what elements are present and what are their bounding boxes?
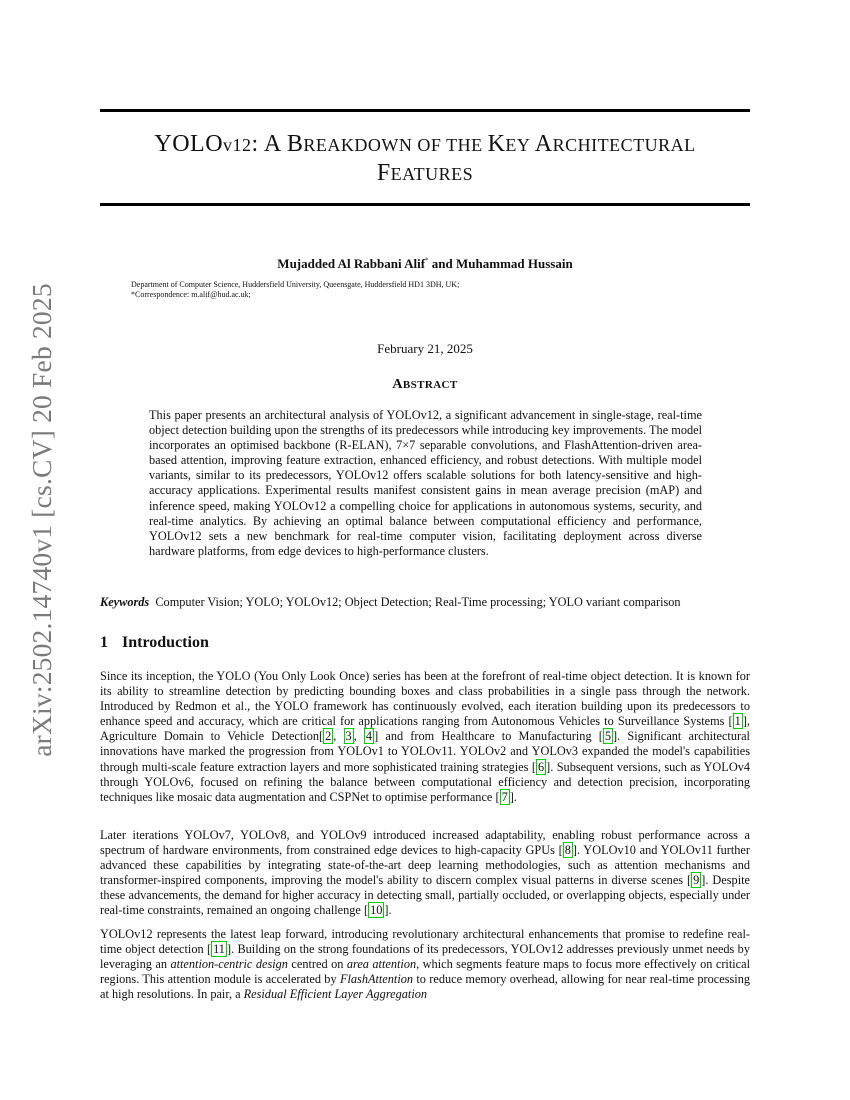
keywords-label: Keywords xyxy=(100,595,150,609)
intro-paragraph-3: YOLOv12 represents the latest leap forward, introducing revolutionary architectural enhancements that promise to redefine real-time object detection [ 11 ]. Building on the strong foundations of its predecessors, YOLOv12 addresses previously unmet needs by leveraging an attention-centric design centred on area attention, which segments feature maps to focus more effectively on critical regions. This attention module is accelerated by FlashAttention to reduce memory overhead, allowing for near real-time processing at high resolutions. In pair, a Residual Efficient Layer Aggregation xyxy=(100,927,750,1002)
title-bottom-rule xyxy=(100,203,750,206)
citation-link[interactable]: 3 xyxy=(345,729,352,744)
intro-paragraph-2: Later iterations YOLOv7, YOLOv8, and YOLOv9 introduced increased adaptability, enabling robust performance across a spectrum of hardware environments, from constrained edge devices to high-capacity GPUs [ 8 ]. YOLOv10 and YOLOv11 further advanced these capabilities by integrating state-of-the-art deep learning methodologies, such as attention mechanisms and transformer-inspired components, improving the model's ability to discern complex visual patterns in diverse scenes [ 9 ]. Despite these advancements, the demand for higher accuracy in detecting small, partially occluded, or overlapping objects, especially under real-time constraints, remained an ongoing challenge [ 10 ]. xyxy=(100,828,750,918)
citation-link[interactable]: 1 xyxy=(734,714,741,729)
citation-link[interactable]: 7 xyxy=(501,789,508,804)
arxiv-sidebar-stamp xyxy=(22,283,62,757)
paper-date: February 21, 2025 xyxy=(377,341,473,356)
citation-link[interactable]: 4 xyxy=(365,729,373,744)
abstract-heading: ABSTRACT xyxy=(392,377,458,392)
paper-title: YOLOv12: A BREAKDOWN OF THE KEY ARCHITECTURAL FEATURES xyxy=(154,131,696,186)
citation-link[interactable]: 9 xyxy=(693,873,700,888)
citation-link[interactable]: 10 xyxy=(370,903,383,918)
arxiv-id: arXiv:2502.14740v1 [cs.CV] 20 Feb 2025 xyxy=(26,283,57,757)
title-top-rule xyxy=(100,109,750,112)
citation-link[interactable]: 8 xyxy=(564,843,571,858)
abstract-text: This paper presents an architectural analysis of YOLOv12, a significant advancement in single-stage, real-time object detection building upon the strengths of its predecessors while introducing key improvements. The model incorporates an optimised backbone (R-ELAN), 7×7 separable convolutions, and FlashAttention-driven area-based attention, improving feature extraction, enhanced efficiency, and robust detections. With multiple model variants, similar to its predecessors, YOLOv12 offers scalable solutions for both latency-sensitive and high-accuracy applications. Experimental results manifest consistent gains in mean average precision (mAP) and inference speed, making YOLOv12 a compelling choice for applications in autonomous systems, security, and real-time analytics. By achieving an optimal balance between computational efficiency and performance, YOLOv12 sets a new benchmark for real-time computer vision, facilitating deployment across diverse hardware platforms, from edge devices to high-performance clusters. xyxy=(149,408,702,558)
citation-link[interactable]: 2 xyxy=(325,729,332,744)
keywords-text: Computer Vision; YOLO; YOLOv12; Object Detection; Real-Time processing; YOLO variant comparison xyxy=(155,595,681,609)
citation-link[interactable]: 6 xyxy=(537,759,545,774)
citation-link[interactable]: 5 xyxy=(604,729,612,744)
citation-link[interactable]: 11 xyxy=(213,942,225,957)
author-list: Mujadded Al Rabbani Alif* and Muhammad Hussain xyxy=(277,256,573,271)
keywords xyxy=(100,595,760,610)
affiliation xyxy=(131,280,459,300)
affiliation-line: Department of Computer Science, Huddersfield University, Queensgate, Huddersfield HD1 3DH, UK; xyxy=(131,280,460,289)
correspondence-line: *Correspondence: m.alif@hud.ac.uk; xyxy=(131,290,251,299)
section-heading: 1 Introduction xyxy=(100,634,209,651)
intro-paragraph-1: Since its inception, the YOLO (You Only Look Once) series has been at the forefront of real-time object detection. It is known for its ability to streamline detection by predicting bounding boxes and class probabilities in a single pass through the network. Introduced by Redmon et al., the YOLO framework has continuously evolved, each iteration building upon its predecessors to enhance speed and accuracy, which are critical for applications ranging from Autonomous Vehicles to Surveillance Systems [ 1 ], Agriculture Domain to Vehicle Detection[ 2 , 3 , 4 ] and from Healthcare to Manufacturing [ 5 ]. Significant architectural innovations have marked the progression from YOLOv1 to YOLOv11. YOLOv2 and YOLOv3 expanded the model's capabilities through multi-scale feature extraction layers and more sophisticated training strategies [ 6 ]. Subsequent versions, such as YOLOv4 through YOLOv6, focused on refining the balance between computational efficiency and detection precision, incorporating techniques like mosaic data augmentation and CSPNet to optimise performance [ 7 ]. xyxy=(100,669,750,804)
